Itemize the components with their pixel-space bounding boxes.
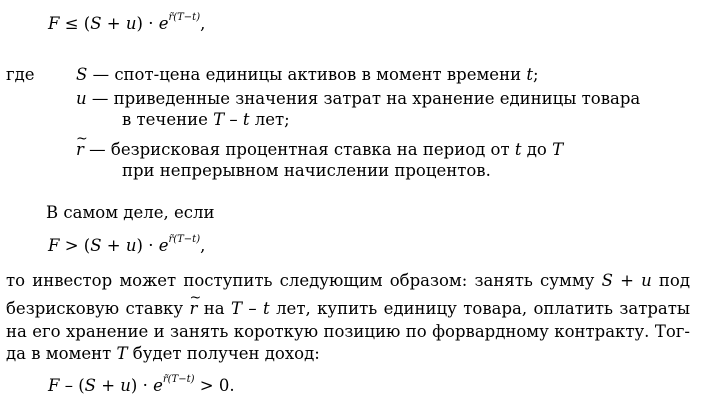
legend-item-S bbox=[76, 65, 539, 85]
symbol-S: S bbox=[84, 376, 96, 395]
legend-item-u-cont bbox=[122, 110, 290, 130]
legend-symbol: ~ r bbox=[76, 140, 84, 160]
legend-where: где bbox=[6, 65, 35, 84]
symbol-S: S bbox=[90, 236, 102, 255]
symbol-e: e bbox=[158, 14, 169, 33]
legend-symbol: u bbox=[76, 89, 87, 108]
exponent: r̃(T−t) bbox=[168, 12, 201, 23]
symbol-e: e bbox=[158, 236, 169, 255]
paragraph-intro: В самом деле, если bbox=[46, 203, 215, 222]
paragraph-line-1 bbox=[6, 271, 690, 291]
punct: , bbox=[200, 14, 206, 33]
symbol-F: F bbox=[48, 14, 60, 33]
paren-open: ( bbox=[83, 14, 91, 33]
legend-dash: — bbox=[92, 65, 110, 84]
paren-close: ) bbox=[136, 14, 143, 33]
paren-close: ) bbox=[136, 236, 143, 255]
symbol-F: F bbox=[48, 236, 60, 255]
text: лет, купить единицу товара, оплатить затраты bbox=[276, 299, 690, 318]
legend-var: T bbox=[552, 140, 564, 159]
symbol-gt: > bbox=[64, 236, 79, 255]
symbol-dot: · bbox=[148, 236, 154, 255]
formula-forward-price-bound bbox=[48, 14, 205, 37]
symbol-u: u bbox=[641, 271, 652, 290]
symbol-u: u bbox=[120, 376, 131, 395]
symbol-plus: + bbox=[101, 376, 116, 395]
paragraph-line-4 bbox=[6, 344, 320, 364]
legend-dash: — bbox=[91, 89, 109, 108]
legend-text: безрисковая процентная ставка на период от bbox=[110, 140, 510, 159]
formula-forward-price-gt bbox=[48, 236, 205, 259]
symbol-plus: + bbox=[106, 14, 121, 33]
punct: , bbox=[200, 236, 206, 255]
symbol-T: T bbox=[116, 344, 128, 363]
paragraph-line-3: на его хранение и занять короткую позицию по форвардному контракту. Тог- bbox=[6, 322, 690, 341]
symbol-S: S bbox=[601, 271, 613, 290]
legend-var: t bbox=[514, 140, 522, 159]
symbol-u: u bbox=[125, 236, 137, 255]
symbol-S: S bbox=[90, 14, 102, 33]
symbol-gt: > bbox=[199, 376, 214, 395]
paren-open: ( bbox=[78, 376, 85, 395]
symbol-T-minus-t: T – t bbox=[230, 299, 270, 318]
legend-item-u bbox=[76, 89, 640, 109]
legend-symbol: S bbox=[76, 65, 88, 84]
symbol-minus: – bbox=[64, 376, 73, 395]
legend-text: приведенные значения затрат на хранение единицы товара bbox=[113, 89, 641, 108]
paragraph-line-2 bbox=[6, 299, 690, 319]
symbol-dot: · bbox=[148, 14, 154, 33]
legend-text: до bbox=[526, 140, 547, 159]
exponent: r̃(T−t) bbox=[168, 234, 201, 245]
exponent: r̃(T−t) bbox=[162, 374, 195, 385]
punct: ; bbox=[532, 65, 539, 84]
paren-open: ( bbox=[83, 236, 91, 255]
symbol-plus: + bbox=[620, 271, 634, 290]
symbol-le: ≤ bbox=[64, 14, 79, 33]
formula-income bbox=[48, 376, 235, 399]
text: да в момент bbox=[6, 344, 112, 363]
text: будет получен доход: bbox=[132, 344, 320, 363]
symbol-plus: + bbox=[106, 236, 121, 255]
symbol-F: F bbox=[48, 376, 60, 395]
symbol-u: u bbox=[125, 14, 137, 33]
legend-text: лет; bbox=[254, 110, 290, 129]
symbol-dot: · bbox=[142, 376, 148, 395]
legend-text: в течение bbox=[122, 110, 208, 129]
legend-text: спот-цена единицы активов в момент времени bbox=[114, 65, 522, 84]
text: на bbox=[203, 299, 225, 318]
legend-var: t bbox=[526, 65, 533, 84]
legend-item-r-cont: при непрерывном начислении процентов. bbox=[122, 161, 491, 180]
legend-item-r bbox=[76, 140, 563, 160]
text: безрисковую ставку bbox=[6, 299, 184, 318]
symbol-zero: 0. bbox=[218, 376, 235, 395]
paren-close: ) bbox=[130, 376, 138, 395]
text: то инвестор может поступить следующим образом: занять сумму bbox=[6, 271, 595, 290]
text: под bbox=[658, 271, 690, 290]
symbol-r: ~ r bbox=[189, 299, 197, 319]
legend-dash: — bbox=[89, 140, 106, 159]
symbol-e: e bbox=[153, 376, 163, 395]
legend-var: T – t bbox=[213, 110, 250, 129]
